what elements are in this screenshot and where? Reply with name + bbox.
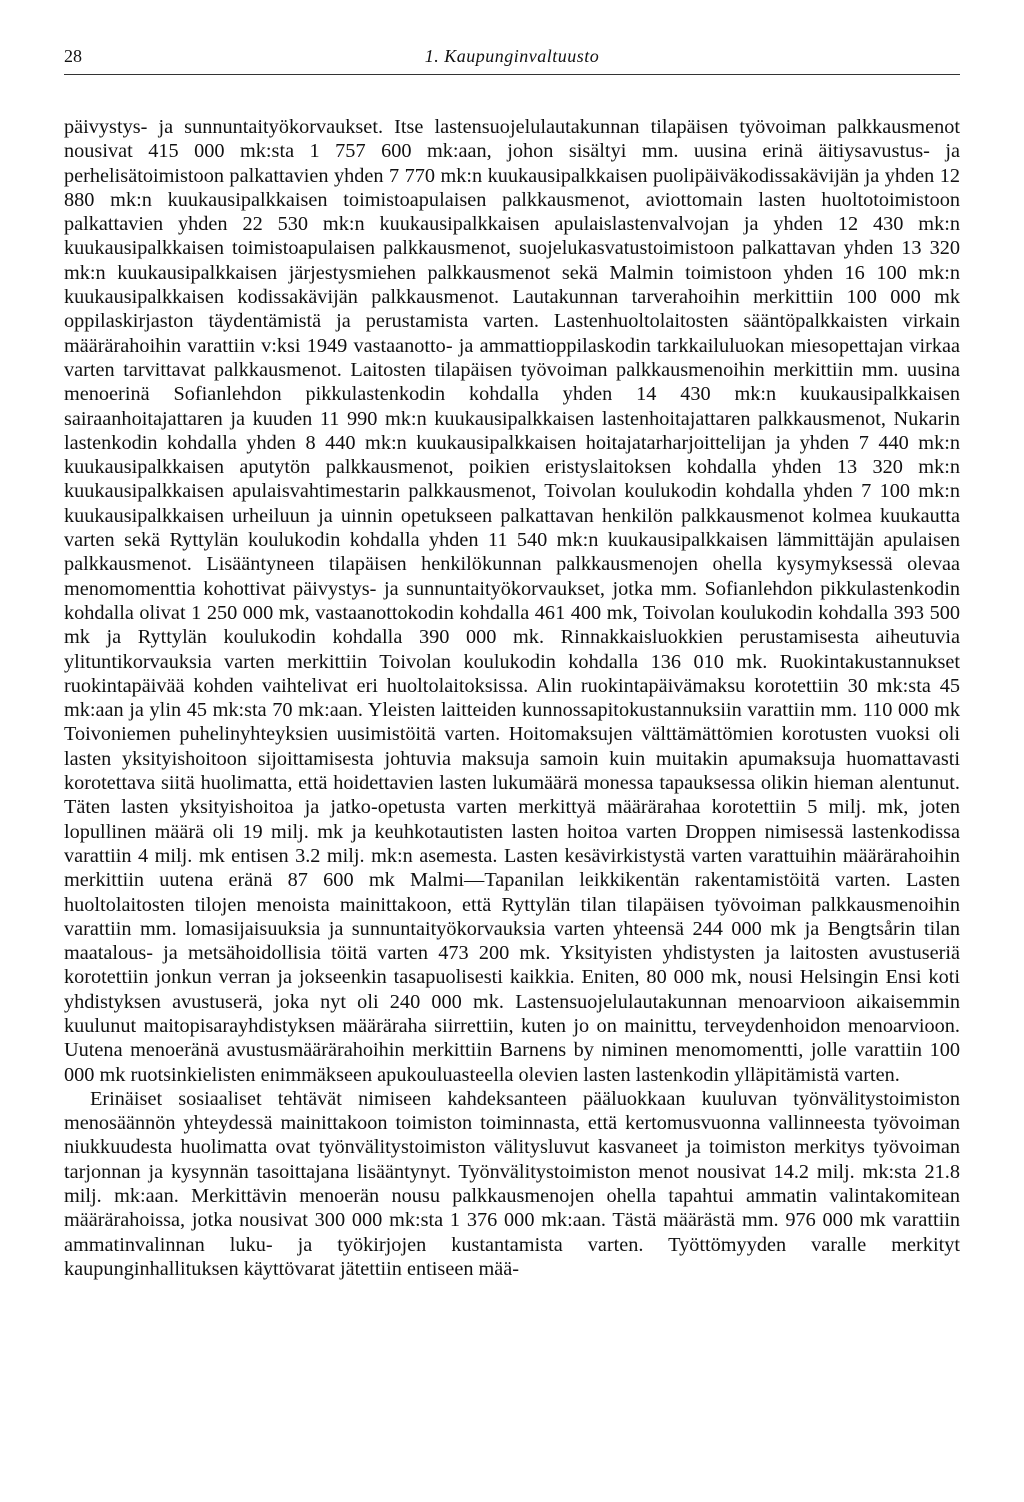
page-number: 28	[64, 46, 82, 66]
running-title: 1. Kaupunginvaltuusto	[424, 46, 600, 66]
body-text	[64, 115, 960, 1281]
paragraph-2: Erinäiset sosiaaliset tehtävät nimiseen kahdeksanteen pääluokkaan kuuluvan työnvälitystoimiston menosäännön yhteydessä mainittakoon toimiston toiminnasta, että kertomusvuonna vallinneesta työvoiman niukkuudesta huolimatta ovat työnvälitystoimiston välitysluvut kasvaneet ja toimiston merkitys työvoiman tarjonnan ja kysynnän tasoittajana lisääntynyt. Työnvälitystoimiston menot nousivat 14.2 milj. mk:sta 21.8 milj. mk:aan. Merkittävin menoerän nousu palkkausmenojen ohella tapahtui ammatin valintakomitean määrärahoissa, jotka nousivat 300 000 mk:sta 1 376 000 mk:aan. Tästä määrästä mm. 976 000 mk varattiin ammatinvalinnan luku- ja työkirjojen kustantamista varten. Työttömyyden varalle merkityt kaupunginhallituksen käyttövarat jätettiin entiseen mää-	[64, 1087, 960, 1280]
paragraph-1: päivystys- ja sunnuntaityökorvaukset. Itse lastensuojelulautakunnan tilapäisen työvoiman palkkausmenot nousivat 415 000 mk:sta 1 757 600 mk:aan, johon sisältyi mm. uusina erinä äitiysavustus- ja perhelisätoimistoon palkattavien yhden 7 770 mk:n kuukausipalkkaisen puolipäiväkodissakävijän ja yhden 12 880 mk:n kuukausipalkkaisen toimistoapulaisen palkkausmenot, aviottomain lasten huoltotoimistoon palkattavien yhden 22 530 mk:n kuukausipalkkaisen apulaislastenvalvojan ja yhden 12 430 mk:n kuukausipalkkaisen toimistoapulaisen palkkausmenot, suojelukasvatustoimistoon palkattavan yhden 13 320 mk:n kuukausipalkkaisen järjestysmiehen palkkausmenot sekä Malmin toimistoon yhden 16 100 mk:n kuukausipalkkaisen kodissakävijän palkkausmenot. Lautakunnan tarverahoihin merkittiin 100 000 mk oppilaskirjaston täydentämistä ja perustamista varten. Lastenhuoltolaitosten sääntöpalkkaisten virkain määrärahoihin varattiin v:ksi 1949 vastaanotto- ja ammattioppilaskodin tarkkailuluokan miesopettajan virkaa varten tarvittavat palkkausmenot. Laitosten tilapäisen työvoiman palkkausmenoihin merkittiin mm. uusina menoerinä Sofianlehdon pikkulastenkodin kohdalla yhden 14 430 mk:n kuukausipalkkaisen sairaanhoitajattaren ja kuuden 11 990 mk:n kuukausipalkkaisen lastenhoitajattaren palkkausmenot, Nukarin lastenkodin kohdalla yhden 8 440 mk:n kuukausipalkkaisen hoitajatarharjoittelijan ja yhden 7 440 mk:n kuukausipalkkaisen aputytön palkkausmenot, poikien eristyslaitoksen kohdalla yhden 13 320 mk:n kuukausipalkkaisen apulaisvahtimestarin palkkausmenot, Toivolan koulukodin kohdalla yhden 7 100 mk:n kuukausipalkkaisen urheiluun ja uinnin opetukseen palkattavan henkilön palkkausmenot kolmea kuukautta varten sekä Ryttylän koulukodin kohdalla yhden 11 540 mk:n kuukausipalkkaisen lämmittäjän apulaisen palkkausmenot. Lisääntyneen tilapäisen henkilökunnan palkkausmenojen ohella kysymyksessä olevaa menomomenttia kohottivat päivystys- ja sunnuntaityökorvaukset, jotka mm. Sofianlehdon pikkulastenkodin kohdalla olivat 1 250 000 mk, vastaanottokodin kohdalla 461 400 mk, Toivolan koulukodin kohdalla 393 500 mk ja Ryttylän koulukodin kohdalla 390 000 mk. Rinnakkaisluokkien perustamisesta aiheutuvia ylituntikorvauksia varten merkittiin Toivolan koulukodin kohdalla 136 010 mk. Ruokintakustannukset ruokintapäivää kohden vaihtelivat eri huoltolaitoksissa. Alin ruokintapäivämaksu korotettiin 30 mk:sta 45 mk:aan ja ylin 45 mk:sta 70 mk:aan. Yleisten laitteiden kunnossapitokustannuksiin varattiin mm. 110 000 mk Toivoniemen puhelinyhteyksien uusimistöitä varten. Hoitomaksujen välttämättömien korotusten vuoksi oli lasten yksityishoitoon sijoittamisesta johtuvia maksuja samoin kuin muitakin apumaksuja huomattavasti korotettava siitä huolimatta, että hoidettavien lasten lukumäärä monessa tapauksessa olikin hieman alentunut. Täten lasten yksityishoitoa ja jatko-opetusta varten merkittyä määrärahaa korotettiin 5 milj. mk, joten lopullinen määrä oli 19 milj. mk ja keuhkotautisten lasten hoitoa varten Droppen nimisessä lastenkodissa varattiin 4 milj. mk entisen 3.2 milj. mk:n asemesta. Lasten kesävirkistystä varten varattuihin määrärahoihin merkittiin uutena eränä 87 600 mk Malmi—Tapanilan leikkikentän rakentamistöitä varten. Lasten huoltolaitosten tilojen menoista mainittakoon, että Ryttylän tilan tilapäisen työvoiman palkkausmenoihin varattiin mm. lomasijaisuuksia ja sunnuntaityökorvauksia varten yhteensä 244 000 mk ja Bengtsårin tilan maatalous- ja metsähoidollisia töitä varten 473 200 mk. Yksityisten yhdistysten ja laitosten avustuseriä korotettiin jonkun verran ja jokseenkin tasapuolisesti kaikkia. Eniten, 80 000 mk, nousi Helsingin Ensi koti yhdistyksen avustuserä, joka nyt oli 240 000 mk. Lastensuojelulautakunnan menoarvioon aikaisemmin kuulunut maitopisarayhdistyksen määräraha siirrettiin, kuten jo on mainittu, terveydenhoidon menoarvioon. Uutena menoeränä avustusmäärärahoihin merkittiin Barnens by niminen menomomentti, jolle varattiin 100 000 mk ruotsinkielisten enimmäkseen apukouluasteella olevien lasten lastenkodin ylläpitämistä varten.	[64, 116, 960, 1086]
document-page	[64, 40, 960, 1281]
running-head	[64, 40, 960, 75]
